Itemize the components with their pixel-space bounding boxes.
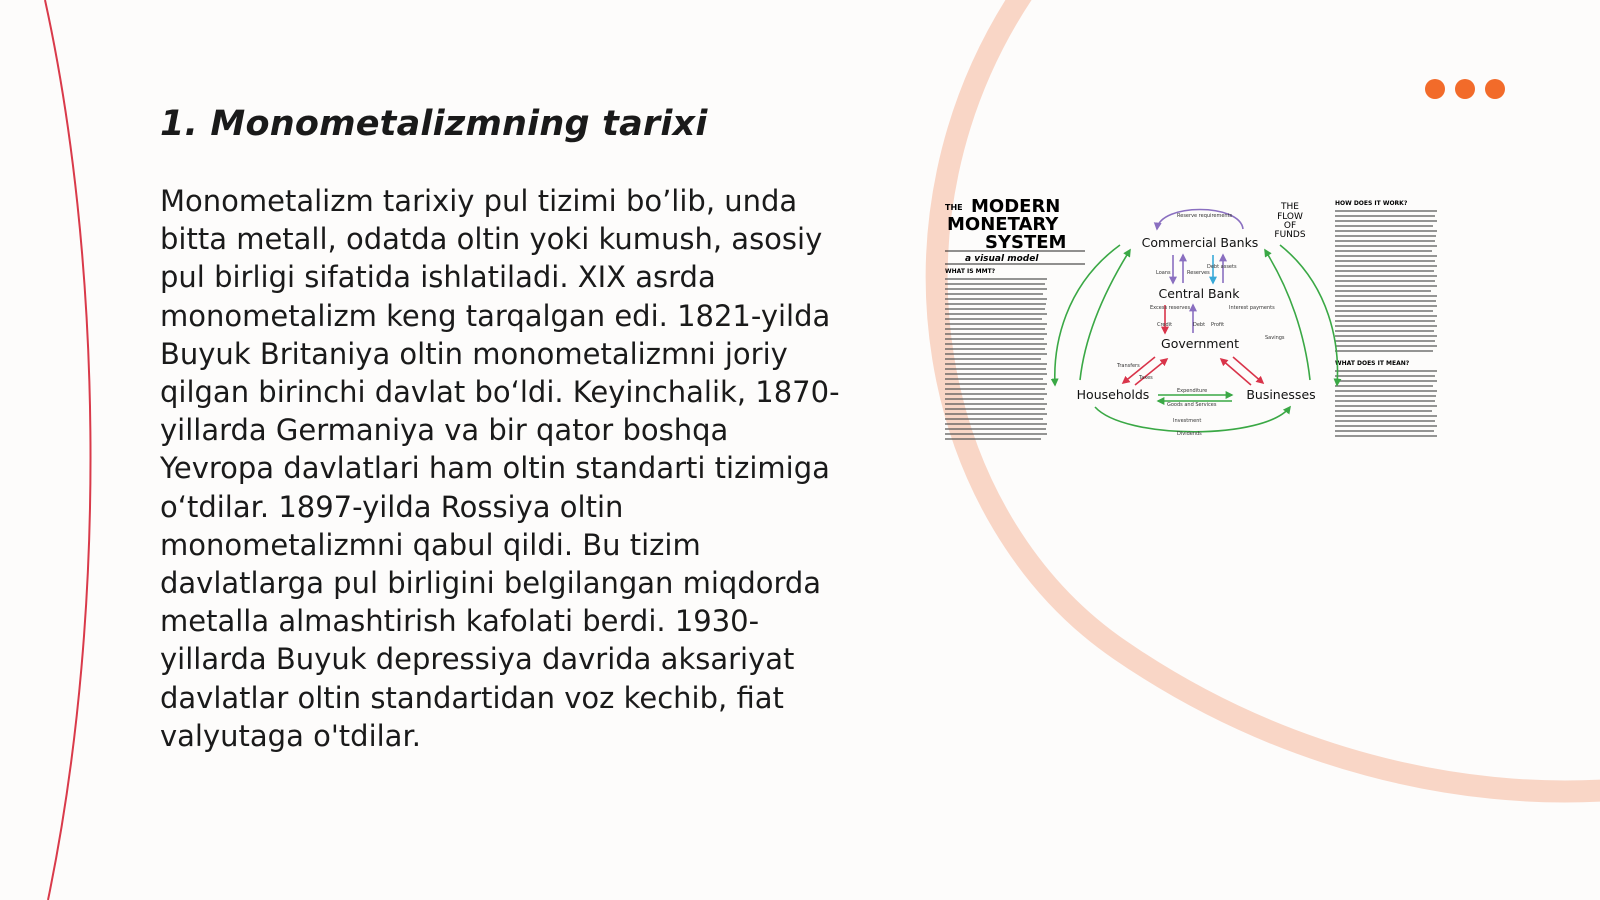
label-interest-payments: Interest payments (1229, 305, 1275, 311)
dot (1455, 79, 1475, 99)
figure-heading-line1: MODERN (971, 196, 1061, 217)
label-loans: Loans (1156, 270, 1171, 276)
figure-heading-line2: MONETARY (947, 214, 1059, 235)
dot (1485, 79, 1505, 99)
right-column-heading: HOW DOES IT WORK? (1335, 200, 1408, 207)
node-businesses: Businesses (1246, 387, 1316, 402)
slide-body-text: Monometalizm tarixiy pul tizimi bo’lib, unda bitta metall, odatda oltin yoki kumush, asosiy pul birligi sifatida ishlatiladi. XIX asrda monometalizm keng tarqalgan edi. 1821-yilda Buyuk Britaniya oltin monometalizmni joriy qilgan birinchi davlat bo‘ldi. Keyinchalik, 1870-yillarda Germaniya va bir qator boshqa Yevropa davlatlari ham oltin standarti tizimiga o‘tdilar. 1897-yilda Rossiya oltin monometalizmni qabul qildi. Bu tizim davlatlarga pul birligini belgilangan miqdorda metalla almashtirish kafolati berdi. 1930-yillarda Buyuk depressiya davrida aksariyat davlatlar oltin standartidan voz kechib, fiat valyutaga o'tdilar. (160, 184, 840, 753)
right-column-heading-2: WHAT DOES IT MEAN? (1335, 360, 1410, 367)
node-central-bank: Central Bank (1158, 286, 1240, 301)
flow-label-funds: FUNDS (1274, 230, 1306, 240)
flow-nodes (1077, 235, 1316, 402)
figure-subtitle: a visual model (965, 254, 1039, 264)
label-savings: Savings (1265, 335, 1285, 341)
figure-heading-line3: SYSTEM (985, 232, 1067, 253)
label-transfers: Transfers (1117, 363, 1140, 369)
node-households: Households (1076, 387, 1150, 402)
left-column-heading: WHAT IS MMT? (945, 268, 996, 275)
label-investment: Investment (1173, 418, 1202, 424)
label-reserves: Reserves (1187, 270, 1210, 276)
flow-label-of: OF (1283, 221, 1297, 231)
slide-title: 1. Monometalizmning tarixi (160, 104, 708, 144)
left-accent-line (45, 0, 91, 900)
flow-label-flow: FLOW (1277, 212, 1303, 222)
label-dividends: Dividends (1177, 431, 1202, 437)
dot (1425, 79, 1445, 99)
left-text-column (945, 279, 1047, 439)
flow-label-the: THE (1281, 202, 1299, 212)
menu-dots-icon[interactable] (1425, 79, 1505, 99)
label-reserve-requirements: Reserve requirements (1177, 213, 1233, 219)
right-text-column (1335, 211, 1437, 351)
node-government: Government (1161, 336, 1239, 351)
label-goods-and-services: Goods and Services (1167, 402, 1217, 408)
right-text-column-2 (1335, 371, 1437, 436)
figure-heading-the: THE (945, 203, 963, 212)
label-excess-reserves: Excess reserves (1150, 305, 1191, 311)
label-expenditure: Expenditure (1177, 388, 1208, 394)
label-debt: Debt (1193, 322, 1206, 328)
label-taxes: Taxes (1139, 375, 1153, 381)
node-commercial-banks: Commercial Banks (1141, 235, 1259, 250)
monetary-system-diagram (945, 195, 1445, 450)
label-debt-assets: Debt assets (1207, 264, 1237, 270)
label-profit: Profit (1211, 322, 1225, 328)
label-credit: Credit (1157, 322, 1173, 328)
